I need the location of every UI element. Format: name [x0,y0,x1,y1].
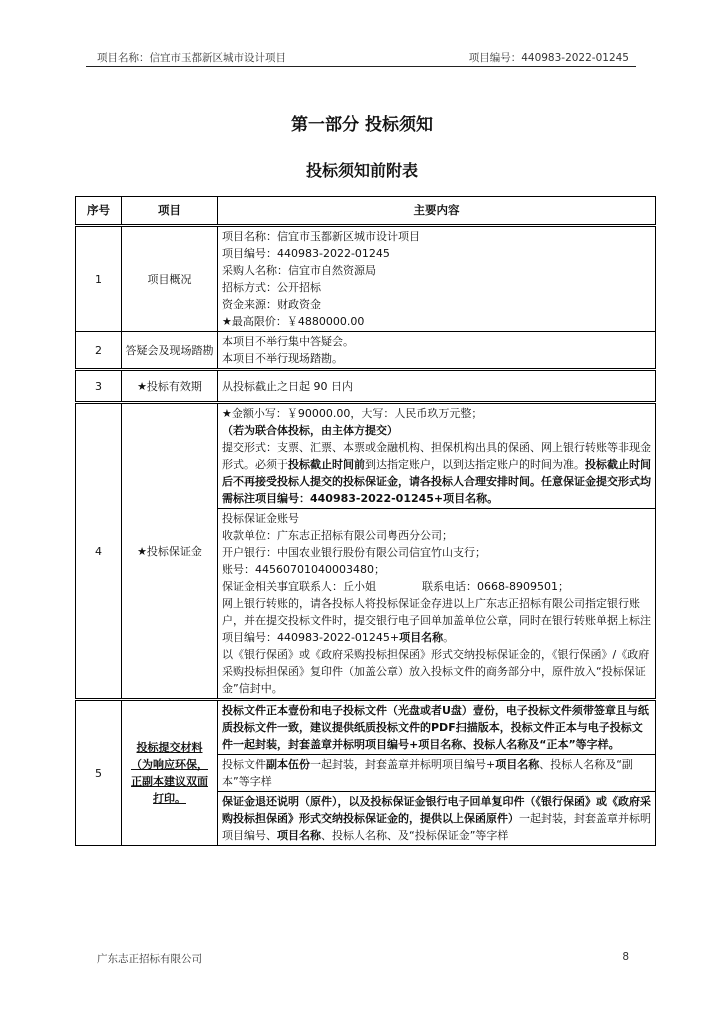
online-transfer-emphasis: 项目名称 [399,631,444,644]
table-row [76,332,656,370]
row-item: ★投标保证金 [122,403,218,700]
deadline-emphasis: 投标截止时间前 [288,458,365,471]
row-content [218,226,656,332]
header-divider [86,66,636,67]
table-title: 投标须知前附表 [305,161,418,180]
row-number: 2 [76,332,122,370]
duplicate-copy-block [218,755,656,792]
table-header-row [76,197,656,226]
row-item: 投标提交材料（为响应环保，正副本建议双面打印。 [122,700,218,846]
content-line: 本项目不举行现场踏勘。 [222,352,343,365]
bid-instructions-table [75,196,656,846]
deposit-amount-block [218,403,656,509]
row-number: 4 [76,403,122,700]
row-content: 从投标截止之日起 90 日内 [218,370,656,403]
original-copy-block: 投标文件正本壹份和电子投标文件（光盘或者U盘）壹份，电子投标文件须带签章且与纸质投标文件一致，建议提供纸质投标文件的PDF扫描版本，投标文件正本与电子投标文件一起封装，封套盖章并标明项目编号+项目名称、投标人名称及“正本”等字样。 [218,700,656,755]
deposit-refund-block [218,792,656,846]
contact-phone: 联系电话：0668-8909501； [422,580,569,593]
content-line: ★最高限价：￥4880000.00 [222,315,365,328]
row-item: 项目概况 [122,226,218,332]
table-row [76,370,656,403]
refund-project-name: 项目名称 [277,829,321,842]
submission-form-tail: 到达指定账户，以到达指定账户的时间为准。 [365,458,585,471]
row-item: 答疑会及现场踏勘 [122,332,218,370]
page-number: 8 [622,951,629,963]
deposit-account-block [218,509,656,700]
footer-company: 广东志正招标有限公司 [97,953,202,965]
table-row [76,403,656,509]
dup-text-3: 、投标人名称及“副本”等字样 [222,758,633,788]
content-line: 本项目不举行集中答疑会。 [222,335,354,348]
refund-note: 保证金退还说明（原件），以及投标保证金银行电子回单复印件（《银行保函》或《政府采购投标担保函》形式交纳投标保证金的，提供以上保函原件） [222,795,651,825]
table-row [76,700,656,755]
row-item: ★投标有效期 [122,370,218,403]
content-line: 招标方式：公开招标 [222,281,321,294]
account-title: 投标保证金账号 [222,512,299,525]
submission-form: 提交形式：支票、汇票、本票或金融机构、担保机构出具的保函、网上银行转账等非现金形式。必须于 [222,441,651,471]
online-transfer-note: 网上银行转账的，请各投标人将投标保证金存进以上广东志正招标有限公司指定银行账户，并在提交投标文件时，提交银行电子回单加盖单位公章，同时在银行转账单据上标注项目编号：440983-2022-01245+ [222,597,651,644]
dup-text-2: 一起封装，封套盖章并标明项目编号+ [310,758,496,771]
table-row [76,226,656,332]
row-content [218,332,656,370]
header-project-name: 项目名称：信宜市玉都新区城市设计项目 [97,52,286,64]
content-line: 项目名称：信宜市玉都新区城市设计项目 [222,230,420,243]
content-line: 采购人名称：信宜市自然资源局 [222,264,376,277]
part-title: 第一部分 投标须知 [291,115,433,135]
deadline-warning: 投标截止时间后不再接受投标人提交的投标保证金，请各投标人合理安排时间。任意保证金提交形式均需标注项目编号：440983-2022-01245+项目名称。 [222,458,651,505]
dup-project-name: 项目名称 [495,758,540,771]
deposit-amount: ★金额小写：￥90000.00，大写：人民币玖万元整； [222,407,483,420]
content-line: 资金来源：财政资金 [222,298,321,311]
payee: 收款单位：广东志正招标有限公司粤西分公司； [222,529,453,542]
row-number: 1 [76,226,122,332]
header-project-number: 项目编号：440983-2022-01245 [468,52,629,64]
header-no: 序号 [76,197,122,226]
online-transfer-tail: 。 [443,631,455,644]
consortium-note: （若为联合体投标，由主体方提交） [222,424,398,437]
header-item: 项目 [122,197,218,226]
content-line: 项目编号：440983-2022-01245 [222,247,390,260]
row-number: 3 [76,370,122,403]
page-header [97,50,629,64]
refund-text: 一起封装，封套盖章并标明项目编号、 [222,812,651,842]
page-footer [97,951,629,966]
dup-count: 副本伍份 [266,758,310,771]
row-number: 5 [76,700,122,846]
bank: 开户银行：中国农业银行股份有限公司信宜竹山支行； [222,546,486,559]
contact-person: 保证金相关事宜联系人：丘小姐 [222,580,376,593]
guarantee-note: 以《银行保函》或《政府采购投标担保函》形式交纳投标保证金的，《银行保函》/《政府采购投标担保函》复印件（加盖公章）放入投标文件的商务部分中，原件放入“投标保证金”信封中。 [222,648,650,695]
dup-text: 投标文件 [222,758,266,771]
refund-text-2: 、投标人名称、及“投标保证金”等字样 [321,829,509,842]
header-content: 主要内容 [218,197,656,226]
account-number: 账号：44560701040003480； [222,563,385,576]
